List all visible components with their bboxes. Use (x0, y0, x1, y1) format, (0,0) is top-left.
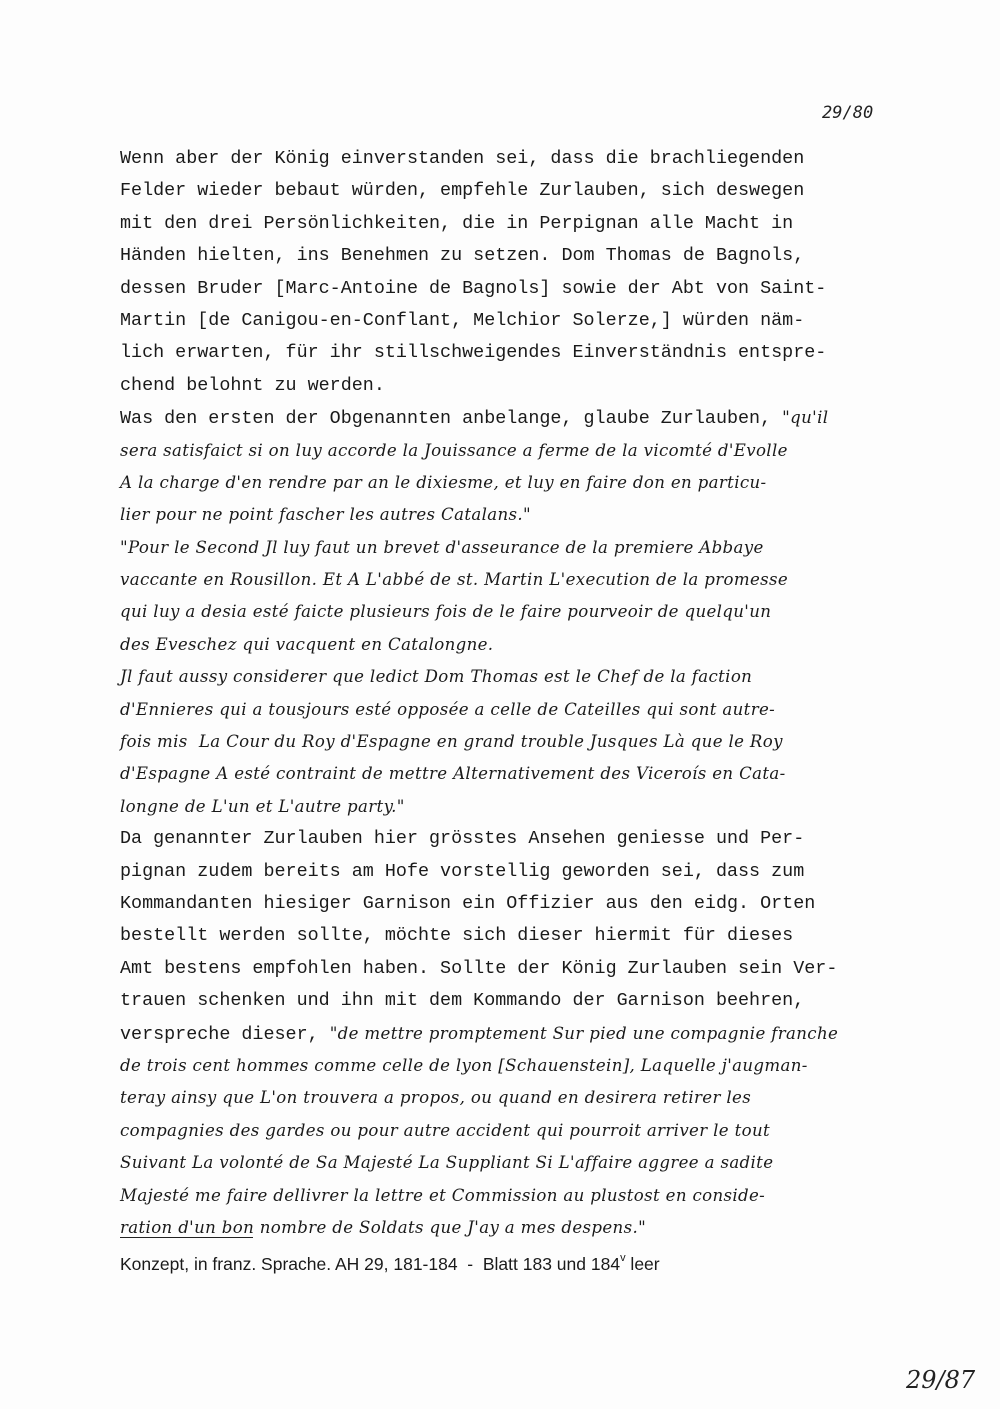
text-line (120, 953, 920, 985)
text-line (120, 1082, 920, 1114)
quoted-french-text: "Pour le Second Jl luy faut un brevet d'asseurance de la premiere Abbaye (120, 537, 764, 557)
text-line (120, 726, 920, 758)
german-text: Händen hielten, ins Benehmen zu setzen. Dom Thomas de Bagnols, (120, 245, 805, 267)
german-text: trauen schenken und ihn mit dem Kommando der Garnison beehren, (120, 990, 805, 1012)
german-text: Martin [de Canigou-en-Conflant, Melchior Solerze,] würden näm- (120, 309, 805, 331)
text-line (120, 1018, 920, 1050)
quoted-french-text: lier pour ne point fascher les autres Catalans." (120, 505, 532, 525)
text-line (120, 402, 920, 434)
text-line (120, 1147, 920, 1179)
quoted-french-text: vaccante en Rousillon. Et A L'abbé de st. Martin L'execution de la promesse (120, 570, 789, 590)
text-line (120, 856, 920, 888)
text-line (120, 175, 920, 207)
german-text: pignan zudem bereits am Hofe vorstellig geworden sei, dass zum (120, 860, 805, 882)
quoted-french-text: fois mis La Cour du Roy d'Espagne en grand trouble Jusques Là que le Roy (120, 732, 783, 752)
text-line (120, 1180, 920, 1212)
text-line (120, 532, 920, 564)
german-text: mit den drei Persönlichkeiten, die in Perpignan alle Macht in (120, 212, 794, 234)
german-text: Felder wieder bebaut würden, empfehle Zurlauben, sich deswegen (120, 180, 805, 202)
german-text: Was den ersten der Obgenannten anbelange, glaube Zurlauben, (120, 408, 783, 430)
text-line (120, 435, 920, 467)
text-line (120, 1050, 920, 1082)
text-line (120, 370, 920, 402)
quoted-french-text: "qu'il (782, 408, 829, 428)
quoted-french-text: A la charge d'en rendre par an le dixiesme, et luy en faire don en particu- (120, 472, 767, 492)
text-line (120, 791, 920, 823)
quoted-french-text: "de mettre promptement Sur pied une compagnie franche (329, 1023, 839, 1043)
quoted-french-text: des Eveschez qui vacquent en Catalongne. (120, 634, 494, 654)
quoted-french-text: longne de L'un et L'autre party." (120, 796, 405, 816)
footnote (120, 1254, 920, 1275)
text-line (120, 694, 920, 726)
text-line (120, 920, 920, 952)
quoted-french-text: de trois cent hommes comme celle de lyon [Schauenstein], Laquelle j'augman- (120, 1055, 808, 1075)
page-number: 29/80 (822, 103, 874, 123)
german-text: lich erwarten, für ihr stillschweigendes Einverständnis entspre- (120, 342, 827, 364)
text-line (120, 888, 920, 920)
text-line (120, 564, 920, 596)
text-line (120, 758, 920, 790)
body-text (120, 143, 920, 1244)
text-line (120, 208, 920, 240)
text-line (120, 143, 920, 175)
text-line (120, 661, 920, 693)
footnote-divider (120, 1237, 253, 1238)
german-text: bestellt werden sollte, möchte sich dieser hiermit für dieses (120, 925, 794, 947)
quoted-french-text: d'Espagne A esté contraint de mettre Alternativement des Viceroís en Cata- (120, 764, 786, 784)
german-text: verspreche dieser, (120, 1023, 330, 1045)
quoted-french-text: Majesté me faire dellivrer la lettre et Commission au plustost en conside- (120, 1185, 766, 1205)
german-text: Amt bestens empfohlen haben. Sollte der König Zurlauben sein Ver- (120, 957, 838, 979)
german-text: chend belohnt zu werden. (120, 374, 385, 396)
quoted-french-text: Suivant La volonté de Sa Majesté La Suppliant Si L'affaire aggree a sadite (120, 1153, 774, 1173)
german-text: dessen Bruder [Marc-Antoine de Bagnols] sowie der Abt von Saint- (120, 277, 827, 299)
quoted-french-text: d'Ennieres qui a tousjours esté opposée a celle de Cateilles qui sont autre- (120, 699, 776, 719)
footnote-superscript: v (620, 1252, 626, 1265)
text-line (120, 596, 920, 628)
quoted-french-text: qui luy a desia esté faicte plusieurs fois de le faire pourveoir de quelqu'un (120, 602, 772, 622)
text-line (120, 499, 920, 531)
text-line (120, 1212, 920, 1244)
quoted-french-text: ration d'un bon nombre de Soldats que J'ay a mes despens." (120, 1217, 647, 1237)
text-line (120, 240, 920, 272)
german-text: Da genannter Zurlauben hier grösstes Ansehen geniesse und Per- (120, 828, 805, 850)
text-line (120, 337, 920, 369)
german-text: Wenn aber der König einverstanden sei, dass die brachliegenden (120, 148, 805, 169)
footnote-suffix: leer (625, 1254, 660, 1274)
footnote-text: Konzept, in franz. Sprache. AH 29, 181-184 - Blatt 183 und 184 (120, 1254, 621, 1274)
text-line (120, 1115, 920, 1147)
text-line (120, 823, 920, 855)
text-line (120, 629, 920, 661)
text-line (120, 305, 920, 337)
archive-stamp (904, 1358, 984, 1398)
quoted-french-text: teray ainsy que L'on trouvera a propos, ou quand en desirera retirer les (120, 1088, 752, 1108)
german-text: Kommandanten hiesiger Garnison ein Offizier aus den eidg. Orten (120, 892, 816, 914)
quoted-french-text: Jl faut aussy considerer que ledict Dom Thomas est le Chef de la faction (120, 667, 753, 687)
text-line (120, 273, 920, 305)
archive-stamp-text: 29/87 (906, 1366, 976, 1394)
quoted-french-text: compagnies des gardes ou pour autre accident qui pourroit arriver le tout (120, 1120, 770, 1140)
text-line (120, 985, 920, 1017)
quoted-french-text: sera satisfaict si on luy accorde la Jouissance a ferme de la vicomté d'Evolle (120, 440, 788, 460)
text-line (120, 467, 920, 499)
